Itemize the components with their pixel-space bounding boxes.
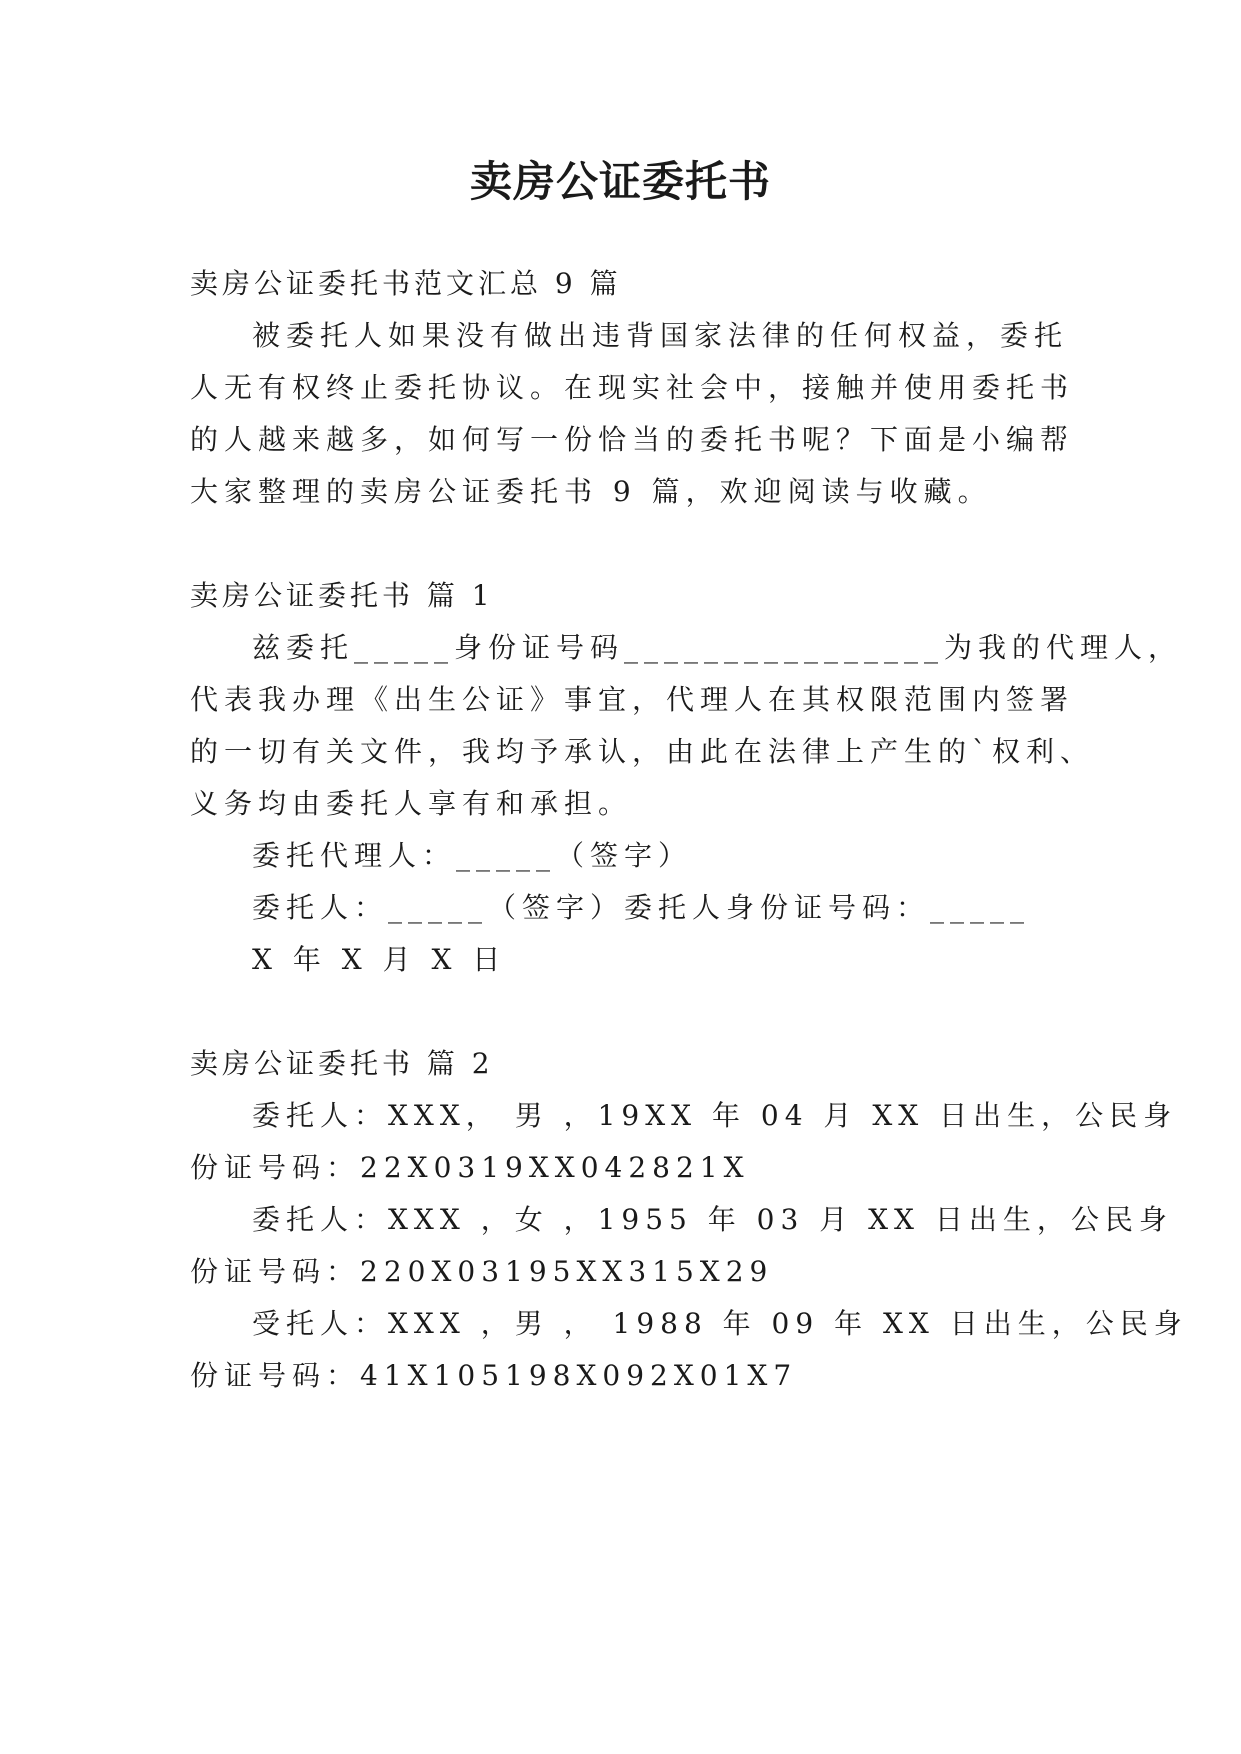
section-2-line: 受托人：XXX ，男 ， 1988 年 09 年 XX 日出生，公民身 (252, 1307, 1188, 1340)
agent-signature-line: 委托代理人：_____（签字） (252, 839, 693, 872)
section-2-line: 份证号码：41X105198X092X01X7 (190, 1359, 798, 1392)
intro-paragraph-line: 人无有权终止委托协议。在现实社会中，接触并使用委托书 (190, 371, 1075, 404)
section-2-line: 份证号码：220X03195XX315X29 (190, 1255, 774, 1288)
intro-paragraph-line: 被委托人如果没有做出违背国家法律的任何权益，委托 (252, 319, 1069, 352)
section-1-heading: 卖房公证委托书 篇 1 (190, 579, 494, 612)
section-1-line: 义务均由委托人享有和承担。 (190, 787, 633, 820)
section-1-line: 代表我办理《出生公证》事宜，代理人在其权限范围内签署 (190, 683, 1075, 716)
section-2-line: 份证号码：22X0319XX042821X (190, 1151, 750, 1184)
intro-paragraph-line: 大家整理的卖房公证委托书 9 篇，欢迎阅读与收藏。 (190, 475, 992, 508)
date-line: X 年 X 月 X 日 (252, 943, 507, 976)
section-1-line: 的一切有关文件，我均予承认，由此在法律上产生的`权利、 (190, 735, 1095, 768)
intro-paragraph-line: 的人越来越多，如何写一份恰当的委托书呢？下面是小编帮 (190, 423, 1075, 456)
section-2-heading: 卖房公证委托书 篇 2 (190, 1047, 494, 1080)
section-1-line: 兹委托_____身份证号码________________为我的代理人， (252, 631, 1183, 664)
intro-heading: 卖房公证委托书范文汇总 9 篇 (190, 267, 622, 300)
section-2-line: 委托人：XXX ，女 ，1955 年 03 月 XX 日出生，公民身 (252, 1203, 1173, 1236)
document-title: 卖房公证委托书 (469, 157, 771, 206)
section-2-line: 委托人：XXX， 男 ，19XX 年 04 月 XX 日出生，公民身 (252, 1099, 1178, 1132)
principal-signature-line: 委托人：_____（签字）委托人身份证号码：_____ (252, 891, 1031, 924)
